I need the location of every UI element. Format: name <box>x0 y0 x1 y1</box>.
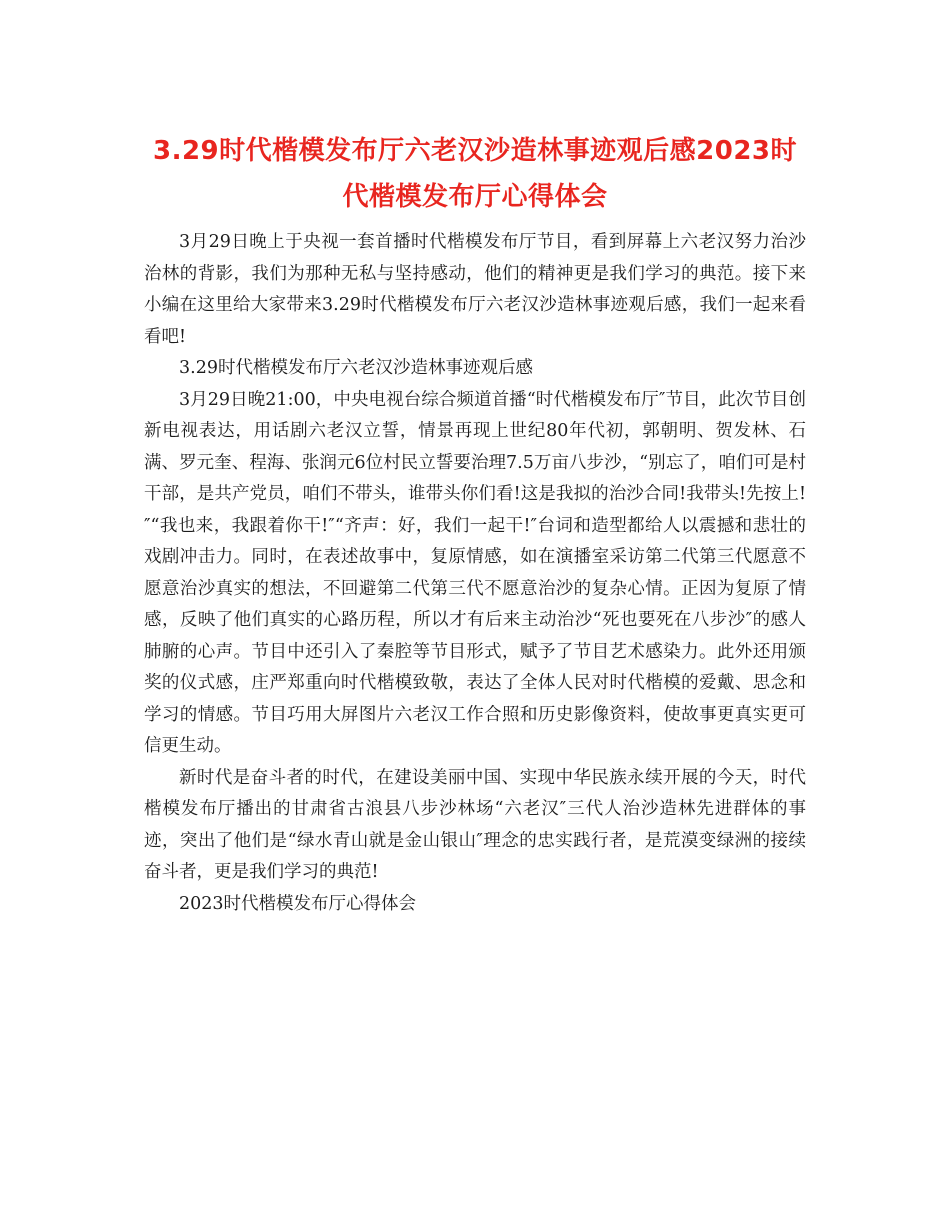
intro-paragraph: 3月29日晚上于央视一套首播时代楷模发布厅节目，看到屏幕上六老汉努力治沙治林的背影，我们为那种无私与坚持感动，他们的精神更是我们学习的典范。接下来小编在这里给大家带来3.29时代楷模发布厅六老汉沙造林事迹观后感，我们一起来看看吧! <box>144 232 806 347</box>
conclusion-paragraph: 新时代是奋斗者的时代，在建设美丽中国、实现中华民族永续开展的今天，时代楷模发布厅播出的甘肃省古浪县八步沙林场“六老汉″三代人治沙造林先进群体的事迹，突出了他们是“绿水青山就是金山银山″理念的忠实践行者，是荒漠变绿洲的接续奋斗者，更是我们学习的典范! <box>144 767 806 882</box>
document-title: 3.29时代楷模发布厅六老汉沙造林事迹观后感2023时代楷模发布厅心得体会 <box>152 136 797 212</box>
review-paragraph: 3月29日晚21:00，中央电视台综合频道首播“时代楷模发布厅″节目，此次节目创新电视表达，用话剧六老汉立誓，情景再现上世纪80年代初，郭朝明、贺发林、石满、罗元奎、程海、张润元6位村民立誓要治理7.5万亩八步沙，“别忘了，咱们可是村干部，是共产党员，咱们不带头，谁带头你们看!这是我拟的治沙合同!我带头!先按上!″“我也来，我跟着你干!″“齐声：好，我们一起干!″台词和造型都给人以震撼和悲壮的戏剧冲击力。同时，在表述故事中，复原情感，如在演播室采访第二代第三代愿意不愿意治沙真实的想法，不回避第二代第三代不愿意治沙的复杂心情。正因为复原了情感，反映了他们真实的心路历程，所以才有后来主动治沙“死也要死在八步沙″的感人肺腑的心声。节目中还引入了秦腔等节目形式，赋予了节目艺术感染力。此外还用颁奖的仪式感，庄严郑重向时代楷模致敬，表达了全体人民对时代楷模的爱戴、思念和学习的情感。节目巧用大屏图片六老汉工作合照和历史影像资料，使故事更真实更可信更生动。 <box>144 389 806 756</box>
section-heading-experience: 2023时代楷模发布厅心得体会 <box>179 893 417 914</box>
section-heading-review: 3.29时代楷模发布厅六老汉沙造林事迹观后感 <box>179 358 533 378</box>
document-body <box>144 227 806 920</box>
